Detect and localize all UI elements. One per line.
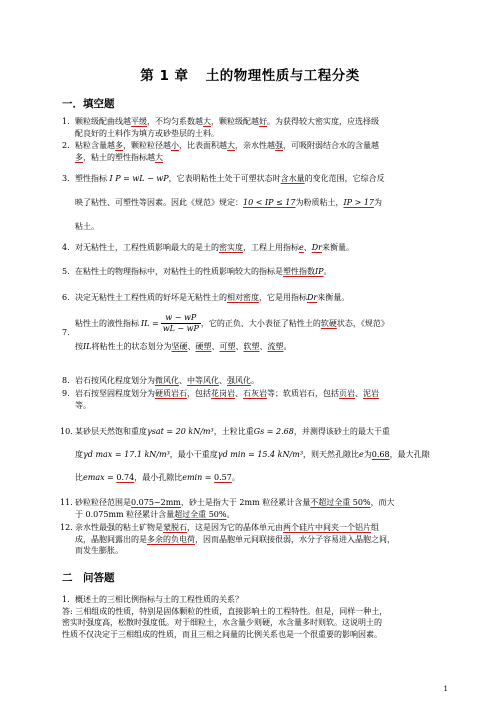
text-span: 、 (235, 389, 243, 398)
text-span: 。 (323, 267, 332, 276)
text-span: 而发生膨胀。 (75, 546, 123, 555)
text-span: ，亲水性越 (235, 141, 275, 150)
text-span: 多余的负电荷 (147, 534, 195, 544)
question-3 (62, 167, 450, 239)
text-span: ，而大 (370, 498, 395, 507)
answer: 好 (259, 117, 267, 126)
text-span: 软塑 (243, 342, 260, 351)
question-number: 1. (62, 595, 70, 604)
text-span: 、 (219, 376, 227, 385)
answer: 大 (203, 117, 211, 126)
question-10 (62, 420, 450, 489)
question-number: 8. (62, 376, 70, 385)
text-span: 度 (75, 450, 83, 459)
question-number: 2. (62, 141, 70, 150)
question-number: 10. (60, 427, 73, 436)
question-number: 7. (62, 328, 70, 337)
text-span: 组 (371, 523, 379, 532)
text-span: 流塑 (267, 342, 284, 351)
text-span: 配良好的土料作为填方或砂垫层的土料。 (75, 128, 219, 138)
text-span: 。 (226, 509, 235, 519)
text-span: 岩石按风化程度划分为 (75, 376, 155, 385)
question-6 (62, 292, 450, 304)
text-span: 、 (355, 389, 363, 398)
text-span: 对无粘性土，工程性质影响最大的是土的 (75, 243, 219, 252)
text-span: 于 0.075mm 粒径累计含量 (75, 509, 175, 519)
text-span: 小 (171, 141, 179, 150)
text-span: 将粘性土的状态划分为 (91, 342, 172, 351)
text-span: 为粉质粘土， (295, 198, 344, 207)
text-span: ，最小孔隙比 (134, 473, 183, 482)
text-span: 石灰岩 (243, 389, 267, 398)
text-span: ，工程上用指标 (243, 243, 299, 252)
chapter-name: 土的物理性质与工程分类 (205, 68, 360, 84)
question-number: 5. (62, 267, 70, 276)
text-span: γd max = 17.1 kN/m³ (83, 450, 170, 459)
text-span: IL (83, 342, 92, 351)
text-span: ，这是因为它的晶体单元由 (187, 523, 283, 532)
text-span: 某砂层天然饱和重度 (75, 427, 147, 436)
text-span: 。 (231, 473, 240, 482)
section-heading-qa: 二 问答题 (62, 572, 115, 584)
text-span: 在粘性土的物理指标中，对粘性土的性质影响较大的指标是 (75, 267, 283, 276)
text-span: 含水量 (280, 174, 305, 183)
text-span: ，最大孔隙 (389, 450, 430, 459)
text-span: 多 (75, 152, 83, 162)
text-span: 亲水性最强的粘土矿物是 (75, 523, 163, 532)
question-number: 9. (62, 389, 70, 398)
text-span: 、 (259, 342, 268, 351)
text-span: 不超过全重 50% (310, 498, 371, 507)
text-span: ，并测得该砂土的最大干重 (293, 427, 390, 436)
text-span: IP > 17 (343, 198, 374, 207)
question-5 (62, 266, 450, 278)
text-span: ，不均匀系数越 (147, 117, 203, 126)
text-span: emin = (182, 473, 215, 482)
text-span: 。为获得较大密实度，应选择级 (267, 117, 379, 126)
text-span: 、 (235, 342, 244, 351)
text-span: 中等风化 (187, 376, 219, 385)
text-span: 硬质岩石 (155, 389, 187, 398)
text-span: 映了粘性、可塑性等因素。因此《规范》规定： (75, 198, 243, 207)
text-span: 成，晶胞间露出的是 (75, 534, 147, 544)
text-span: ，因而晶胞单元间联接很弱，水分子容易进入晶胞之间， (195, 534, 395, 544)
qa-question-1 (62, 594, 450, 640)
text-span: ，粘土的塑性指标越 (83, 152, 155, 162)
question-7 (62, 313, 450, 354)
text-span: 砂粒粒径范围是 (75, 498, 131, 507)
answer-line: 性质不仅决定于三相组成的性质，而且三相之间量的比例关系也是一个很重要的影响因素。 (62, 629, 382, 639)
text-span: 10 < IP ≤ 17 (243, 198, 296, 207)
text-span: ，它表明粘性土处于可塑状态时 (168, 174, 281, 183)
text-span: ，它的正负、大小表征了粘性土的 (200, 318, 321, 328)
text-span: 为 (363, 450, 372, 459)
question-4 (62, 242, 450, 254)
text-span: ，颗粒粒径越 (123, 141, 171, 150)
question-8 (62, 375, 450, 387)
text-span: ，砂土是指大于 2mm 粒径累计含量 (180, 498, 311, 507)
text-span: 相对密度 (227, 293, 259, 302)
question-number: 4. (62, 243, 70, 252)
section-heading-fill-blank: 一．填空题 (62, 98, 115, 110)
text-span: 比 (75, 473, 83, 482)
text-span: ，颗粒级配越 (211, 117, 259, 126)
question-1 (62, 116, 450, 139)
formula: I P = wL − wP (109, 174, 169, 183)
text-span: 概述土的三相比例指标与土的工程性质的关系？ (75, 595, 243, 604)
liquidity-fraction (161, 313, 201, 334)
text-span: 0.075~2mm (131, 498, 181, 507)
text-span: Dr (307, 293, 318, 302)
text-span: 粘粒含量越 (75, 141, 115, 150)
text-span: Gs = 2.68 (253, 427, 294, 436)
chapter-label: 第 1 章 (140, 68, 189, 84)
text-span: 大 (155, 152, 163, 162)
text-span: 粘性土的液性指标 (75, 318, 139, 328)
question-number: 3. (62, 174, 70, 183)
text-span: IL = (141, 318, 159, 328)
text-span: 大 (227, 141, 235, 150)
question-number: 6. (62, 293, 70, 302)
text-span: 、 (179, 376, 187, 385)
text-span: 微风化 (155, 376, 179, 385)
text-span: 两个硅片中间夹一个铝片 (283, 523, 371, 532)
text-span: 坚硬 (171, 342, 188, 351)
text-span: 的变化范围，它综合反 (304, 174, 385, 183)
text-span: 密实度 (219, 243, 243, 252)
text-span: 。 (251, 376, 259, 385)
text-span: 0.68 (371, 450, 390, 459)
text-span: ，则天然孔隙比 (303, 450, 360, 459)
text-span: 颗粒级配曲线越 (75, 117, 131, 126)
text-span: 塑性指数 (283, 267, 315, 276)
text-span: ，土粒比重 (213, 427, 254, 436)
text-span: 超过全重 50% (174, 509, 227, 519)
text-span: ，比表面积越 (179, 141, 227, 150)
question-9 (62, 388, 450, 411)
text-span: 按 (75, 342, 83, 351)
page-number: 1 (443, 685, 448, 693)
text-span: 等；软质岩石，包括 (267, 389, 339, 398)
question-number: 1. (62, 117, 70, 126)
text-span: 为 (374, 198, 382, 207)
question-12 (62, 522, 450, 557)
text-span: ，它是用指标 (259, 293, 307, 302)
text-span: 、 (303, 243, 312, 252)
text-span: ，最小干重度 (169, 450, 218, 459)
text-span: IP (315, 267, 324, 276)
text-span: 可塑 (219, 342, 236, 351)
text-span: 蒙脱石 (163, 523, 187, 532)
text-span: 软硬 (320, 318, 337, 328)
text-span: 0.74 (116, 473, 135, 482)
text-span: ，可吸附弱结合水的含量越 (283, 141, 379, 150)
text-span: emax = (83, 473, 117, 482)
text-span: γsat = 20 kN/m³ (147, 427, 214, 436)
text-span: 多 (115, 141, 123, 150)
text-span: 泥岩 (363, 389, 379, 398)
text-span: γd min = 15.4 kN/m³ (217, 450, 304, 459)
text-span: e (359, 450, 364, 459)
text-span: 强风化 (227, 376, 251, 385)
text-span: 、 (187, 342, 196, 351)
question-number: 12. (60, 523, 73, 532)
text-span: 等。 (75, 400, 91, 410)
answer-line: 答: 三相组成的性质，特别是固体颗粒的性质，直接影响土的工程特性。但是，同样一种土， (62, 606, 388, 616)
text-span: 硬塑 (195, 342, 212, 351)
answer: 平缓 (131, 117, 147, 126)
question-number: 11. (60, 498, 73, 507)
text-span: 状态，《规范》 (336, 318, 389, 328)
text-span: 来衡量。 (321, 243, 354, 252)
text-span: w − wP (161, 313, 201, 324)
text-span: wL − wP (162, 324, 199, 333)
text-span: 。 (283, 342, 292, 351)
question-11 (62, 497, 450, 520)
text-span: 0.57 (214, 473, 232, 482)
text-span: 、 (211, 342, 220, 351)
answer-line: 密实时强度高，松散时强度低。对于细粒土，水含量少则硬，水含量多时则软。这说明土的 (62, 618, 382, 627)
text-span: e (299, 243, 304, 252)
question-2 (62, 140, 450, 163)
chapter-title (0, 64, 500, 84)
text-span: 页岩 (339, 389, 355, 398)
text-span: 岩石按坚固程度划分为 (75, 389, 155, 398)
text-span: Dr (311, 243, 322, 252)
text-span: 强 (275, 141, 283, 150)
text-span: 花岗岩 (211, 389, 235, 398)
text-span: 粘土。 (75, 222, 99, 231)
text-span: 决定无粘性土工程性质的好坏是无粘性土的 (75, 293, 227, 302)
text-span: 塑性指标 (75, 174, 107, 183)
text-span: ，包括 (187, 389, 211, 398)
text-span: 来衡量。 (317, 293, 350, 302)
